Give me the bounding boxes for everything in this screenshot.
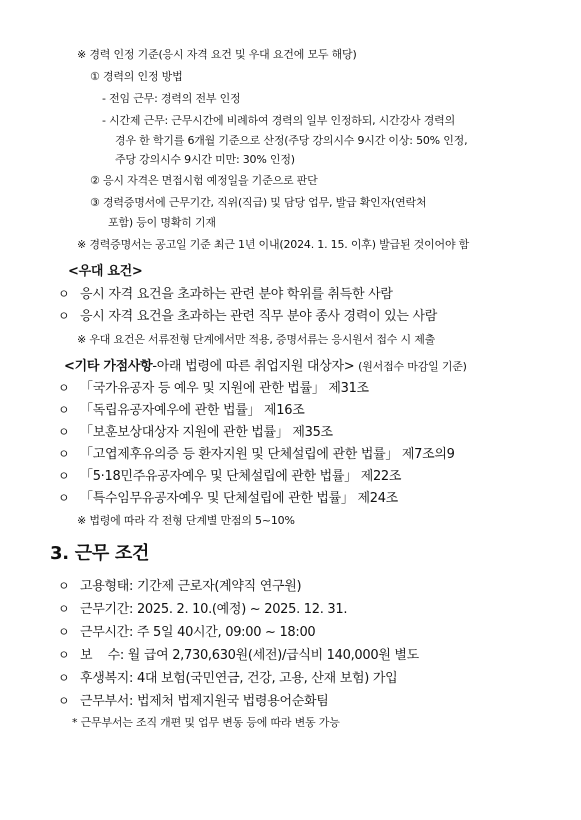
bullet-icon: ㅇ bbox=[58, 469, 70, 483]
list-item bbox=[58, 469, 401, 485]
list-item bbox=[58, 648, 419, 664]
salary: 보 수: 월 급여 2,730,630원(세전)/급식비 140,000원 별도 bbox=[80, 648, 419, 663]
department-note: * 근무부서는 조직 개편 및 업무 변동 등에 따라 변동 가능 bbox=[72, 716, 340, 729]
career-certificate-note: ※ 경력증명서는 공고일 기준 최근 1년 이내(2024. 1. 15. 이후) 발급된 것이어야 함 bbox=[77, 238, 470, 251]
career-criteria-title: ※ 경력 인정 기준(응시 자격 요건 및 우대 요건에 모두 해당) bbox=[77, 48, 357, 61]
list-item bbox=[58, 381, 369, 397]
list-item bbox=[58, 694, 328, 710]
section-heading: 3. 근무 조건 bbox=[50, 543, 150, 564]
bullet-icon: ㅇ bbox=[58, 694, 70, 708]
career-parttime-rule-line2: 경우 한 학기를 6개월 기준으로 산정(주당 강의시수 9시간 이상: 50% 인정, bbox=[115, 134, 468, 147]
bullet-icon: ㅇ bbox=[58, 579, 70, 593]
list-item bbox=[58, 625, 315, 641]
career-eligibility-date-rule: ② 응시 자격은 면접시험 예정일을 기준으로 판단 bbox=[90, 174, 318, 187]
extra-law-1: 「국가유공자 등 예우 및 지원에 관한 법률」 제31조 bbox=[80, 381, 369, 396]
career-method-title: ① 경력의 인정 방법 bbox=[90, 70, 183, 83]
extra-law-3: 「보훈보상대상자 지원에 관한 법률」 제35조 bbox=[80, 425, 333, 440]
extra-points-note: ※ 법령에 따라 각 전형 단계별 만점의 5~10% bbox=[77, 514, 295, 527]
career-certificate-rule-line1: ③ 경력증명서에 근무기간, 직위(직급) 및 담당 업무, 발급 확인자(연락처 bbox=[90, 196, 427, 209]
preferred-item-experience: 응시 자격 요건을 초과하는 관련 직무 분야 종사 경력이 있는 사람 bbox=[80, 309, 438, 324]
list-item bbox=[58, 671, 397, 687]
career-parttime-rule-line1: - 시간제 근무: 근무시간에 비례하여 경력의 일부 인정하되, 시간강사 경력의 bbox=[102, 114, 456, 127]
work-period: 근무기간: 2025. 2. 10.(예정) ~ 2025. 12. 31. bbox=[80, 602, 348, 617]
preferred-note: ※ 우대 요건은 서류전형 단계에서만 적용, 증명서류는 응시원서 접수 시 제출 bbox=[77, 333, 436, 346]
preferred-title: <우대 요건> bbox=[68, 264, 143, 279]
bullet-icon: ㅇ bbox=[58, 381, 70, 395]
extra-points-title-basis: (원서접수 마감일 기준) bbox=[358, 360, 467, 373]
list-item bbox=[58, 447, 455, 463]
extra-law-4: 「고엽제후유의증 등 환자지원 및 단체설립에 관한 법률」 제7조의9 bbox=[80, 447, 455, 462]
extra-law-5: 「5·18민주유공자예우 및 단체설립에 관한 법률」 제22조 bbox=[80, 469, 402, 484]
extra-points-title-bold: <기타 가점사항 bbox=[64, 359, 153, 374]
career-certificate-rule-line2: 포함) 등이 명확히 기재 bbox=[108, 216, 216, 229]
list-item bbox=[58, 309, 437, 325]
list-item bbox=[58, 425, 333, 441]
bullet-icon: ㅇ bbox=[58, 425, 70, 439]
career-fulltime-rule: - 전임 근무: 경력의 전부 인정 bbox=[102, 92, 241, 105]
bullet-icon: ㅇ bbox=[58, 625, 70, 639]
career-parttime-rule-line3: 주당 강의시수 9시간 미만: 30% 인정) bbox=[115, 153, 295, 166]
bullet-icon: ㅇ bbox=[58, 602, 70, 616]
bullet-icon: ㅇ bbox=[58, 671, 70, 685]
preferred-item-degree: 응시 자격 요건을 초과하는 관련 분야 학위를 취득한 사람 bbox=[80, 287, 393, 302]
welfare: 후생복지: 4대 보험(국민연금, 건강, 고용, 산재 보험) 가입 bbox=[80, 671, 398, 686]
extra-law-6: 「특수임무유공자예우 및 단체설립에 관한 법률」 제24조 bbox=[80, 491, 398, 506]
extra-law-2: 「독립유공자예우에 관한 법률」 제16조 bbox=[80, 403, 305, 418]
list-item bbox=[58, 491, 398, 507]
bullet-icon: ㅇ bbox=[58, 287, 70, 301]
bullet-icon: ㅇ bbox=[58, 403, 70, 417]
bullet-icon: ㅇ bbox=[58, 309, 70, 323]
extra-points-title bbox=[64, 359, 467, 375]
bullet-icon: ㅇ bbox=[58, 648, 70, 662]
bullet-icon: ㅇ bbox=[58, 447, 70, 461]
list-item bbox=[58, 287, 393, 303]
bullet-icon: ㅇ bbox=[58, 491, 70, 505]
employment-type: 고용형태: 기간제 근로자(계약직 연구원) bbox=[80, 579, 302, 594]
list-item bbox=[58, 579, 301, 595]
work-hours: 근무시간: 주 5일 40시간, 09:00 ~ 18:00 bbox=[80, 625, 316, 640]
list-item bbox=[58, 602, 347, 618]
work-department: 근무부서: 법제처 법제지원국 법령용어순화팀 bbox=[80, 694, 329, 709]
list-item bbox=[58, 403, 304, 419]
extra-points-title-rest: -아래 법령에 따른 취업지원 대상자> bbox=[152, 359, 355, 374]
